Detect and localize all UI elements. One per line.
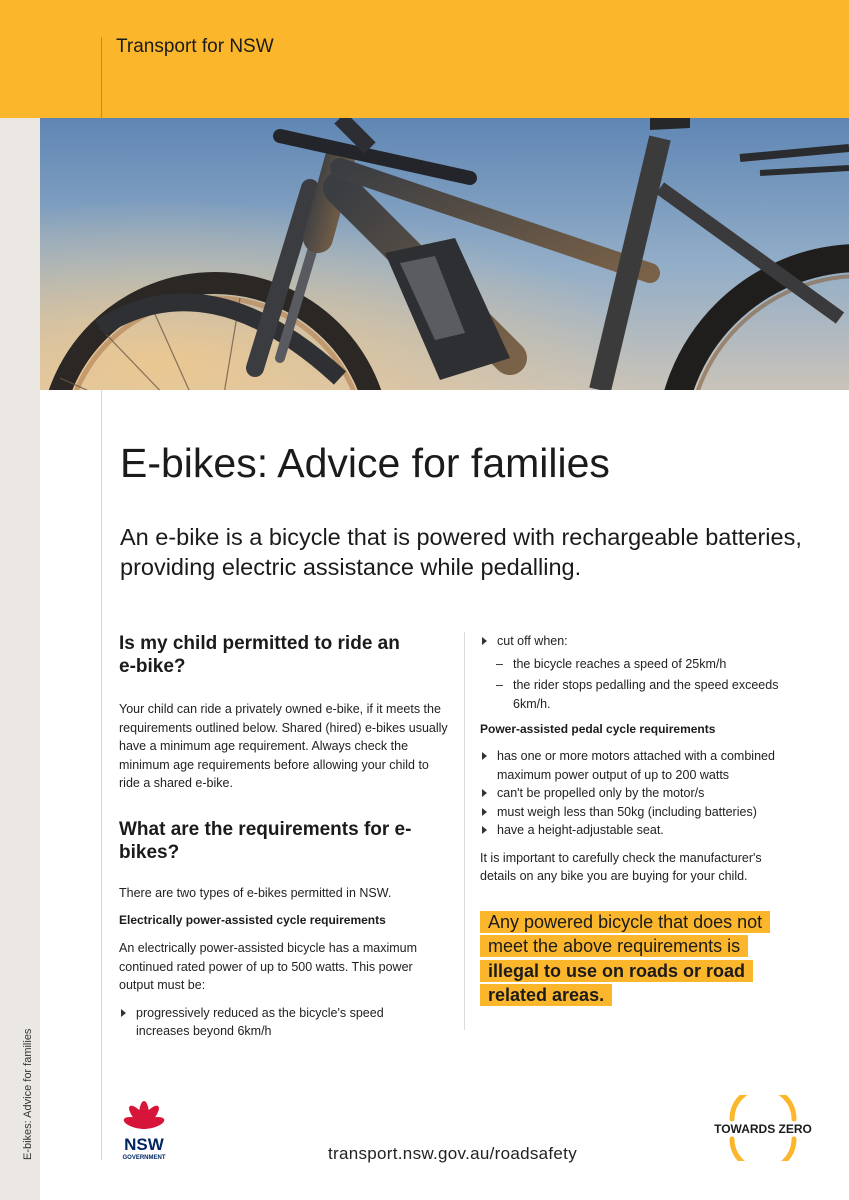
nsw-logo-subtext: GOVERNMENT xyxy=(122,1155,166,1161)
header-title: Transport for NSW xyxy=(116,36,274,57)
list-item: have a height-adjustable seat. xyxy=(480,821,800,840)
ebike-photo xyxy=(40,118,849,390)
section2-intro: There are two types of e-bikes permitted in NSW. xyxy=(119,885,392,900)
page-title: E-bikes: Advice for families xyxy=(120,440,610,486)
callout-bold: illegal to use on roads or road related areas. xyxy=(488,960,746,1005)
sub1-bullets xyxy=(119,1004,419,1041)
cutoff-sublist xyxy=(480,655,810,714)
section2-heading: What are the requirements for e-bikes? xyxy=(119,818,412,863)
cutoff-bullets xyxy=(480,632,810,651)
towards-zero-logo xyxy=(708,1095,818,1161)
right-column xyxy=(480,632,810,1008)
side-label: E-bikes: Advice for families xyxy=(22,1028,34,1160)
list-item: progressively reduced as the bicycle's speed increases beyond 6km/h xyxy=(119,1004,419,1041)
content-rule xyxy=(101,390,102,1160)
list-item: has one or more motors attached with a combined maximum power output of up to 200 watts xyxy=(480,747,800,784)
sub2-bullets xyxy=(480,747,800,840)
nsw-government-logo xyxy=(113,1095,175,1161)
header-band xyxy=(0,0,849,118)
section1-body: Your child can ride a privately owned e-bike, if it meets the requirements outlined below. Shared (hired) e-bikes usually have a minimum age requirement. Always check the minimum age requirements before allowing your child to ride a shared e-bike. xyxy=(119,702,448,790)
legal-callout xyxy=(480,910,780,1008)
list-item: – the bicycle reaches a speed of 25km/h xyxy=(480,655,810,674)
nsw-waratah-logo xyxy=(122,1101,165,1131)
column-divider xyxy=(464,632,465,1030)
callout-text-wrap xyxy=(480,911,770,1007)
callout-text: Any powered bicycle that does not meet the above requirements is xyxy=(488,911,763,956)
section1-heading: Is my child permitted to ride an e-bike? xyxy=(119,633,400,677)
header-rule xyxy=(101,37,102,118)
footer-url[interactable]: transport.nsw.gov.au/roadsafety xyxy=(328,1144,578,1163)
list-item: must weigh less than 50kg (including batteries) xyxy=(480,803,800,822)
list-item: – the rider stops pedalling and the speed exceeds 6km/h. xyxy=(480,676,810,713)
sub2-heading: Power-assisted pedal cycle requirements xyxy=(480,722,716,736)
left-column xyxy=(119,632,449,1041)
check-paragraph: It is important to carefully check the manufacturer's details on any bike you are buying for your child. xyxy=(480,850,762,883)
hero-image-ebike xyxy=(40,118,849,390)
sub1-heading: Electrically power-assisted cycle requirements xyxy=(119,913,386,927)
list-item: can't be propelled only by the motor/s xyxy=(480,784,800,803)
nsw-logo-text: NSW xyxy=(124,1135,164,1154)
list-item: cut off when: xyxy=(480,632,810,651)
intro-paragraph: An e-bike is a bicycle that is powered with rechargeable batteries, providing electric assistance while pedalling. xyxy=(120,524,802,580)
sub1-body: An electrically power-assisted bicycle has a maximum continued rated power of up to 500 watts. This power output must be: xyxy=(119,941,418,992)
tz-logo-text: TOWARDS ZERO xyxy=(714,1122,812,1136)
side-strip xyxy=(0,118,40,1200)
